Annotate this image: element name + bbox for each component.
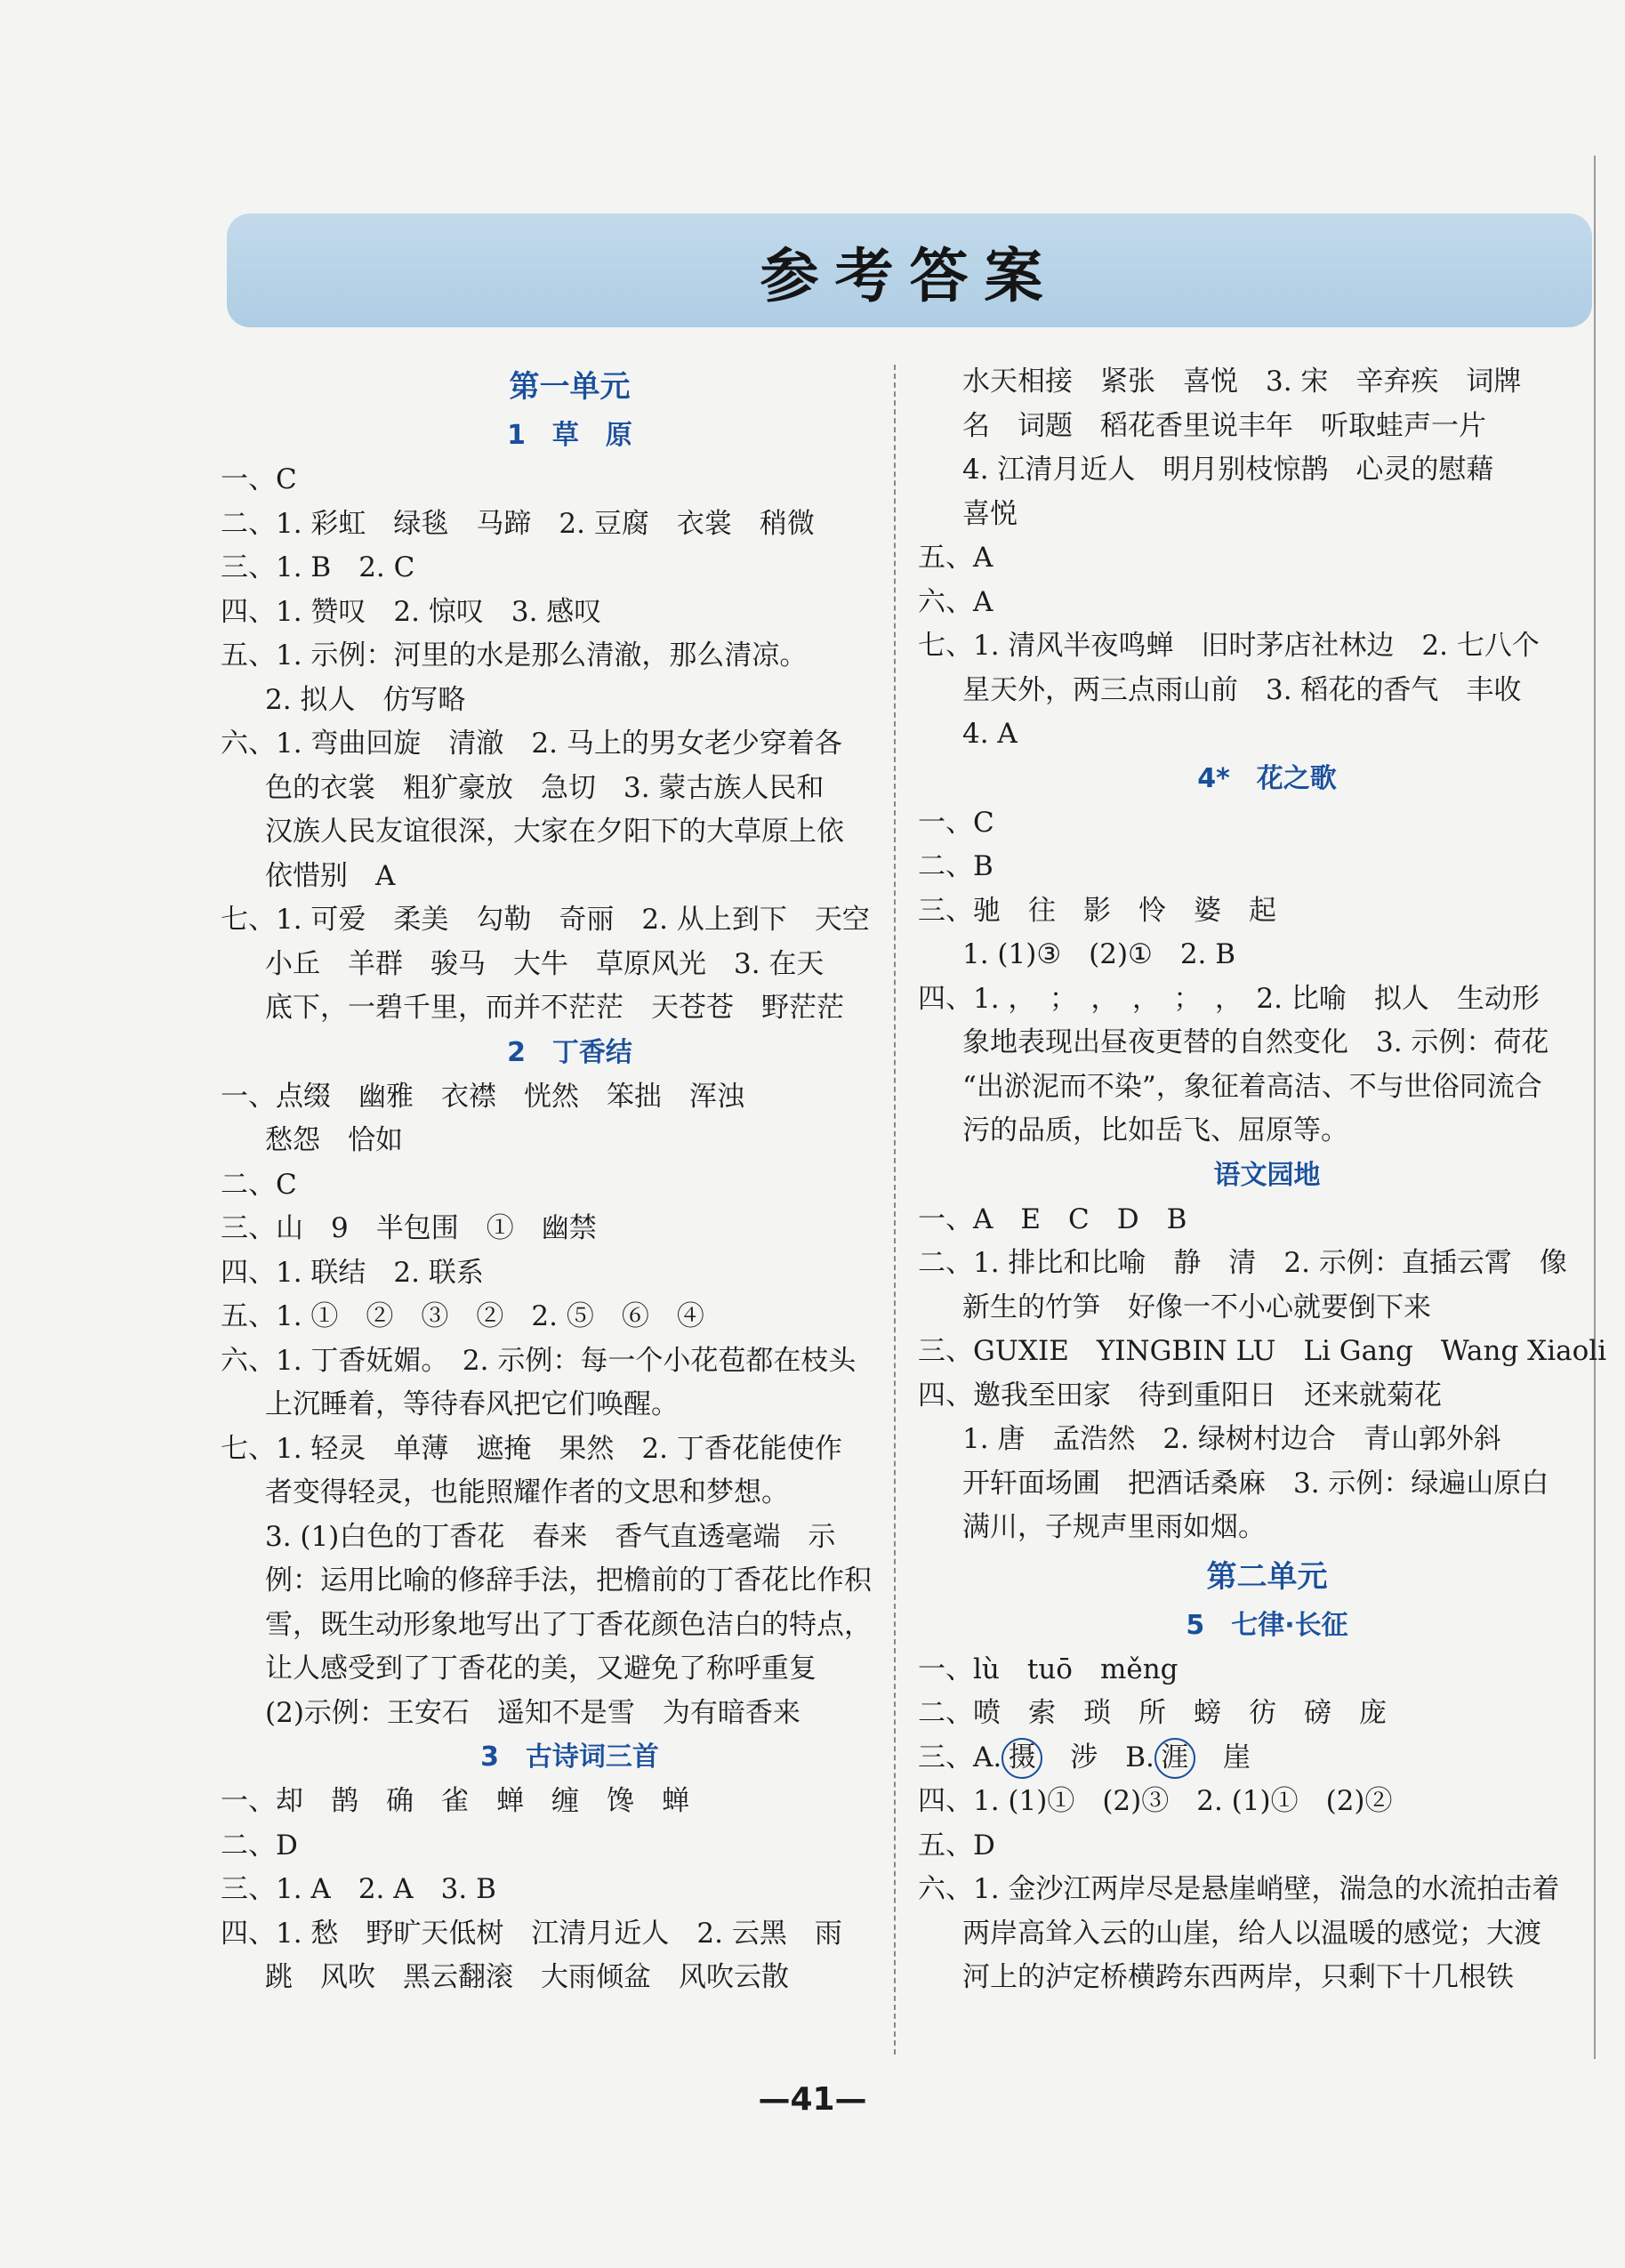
answer-line: 例：运用比喻的修辞手法，把檐前的丁香花比作积: [265, 1564, 872, 1596]
answer-line: 一、却 鹊 确 雀 蝉 缠 馋 蝉: [221, 1785, 689, 1817]
answer-line: 开轩面场圃 把酒话桑麻 3. 示例：绿遍山原白: [962, 1467, 1549, 1500]
unit-heading-2: 第二单元: [1206, 1558, 1328, 1595]
answer-line: 两岸高耸入云的山崖，给人以温暖的感觉；大渡: [962, 1917, 1541, 1950]
answer-line: 三、驰 往 影 怜 婆 起: [918, 894, 1276, 927]
lesson-heading-4: 4* 花之歌: [1197, 762, 1337, 794]
answer-line: 上沉睡着，等待春风把它们唤醒。: [265, 1388, 679, 1420]
answer-line: 二、1. 排比和比喻 静 清 2. 示例：直插云霄 像: [918, 1247, 1567, 1279]
page-number: —41—: [758, 2081, 867, 2118]
answer-line: 七、1. 清风半夜鸣蝉 旧时茅店社林边 2. 七八个: [918, 630, 1540, 662]
unit-heading-1: 第一单元: [509, 369, 631, 405]
answer-line: 二、B: [918, 850, 994, 882]
answer-line: 者变得轻灵，也能照耀作者的文思和梦想。: [265, 1476, 789, 1508]
answer-line: 四、邀我至田家 待到重阳日 还来就菊花: [918, 1379, 1442, 1411]
answer-line: 六、1. 弯曲回旋 清澈 2. 马上的男女老少穿着各: [221, 728, 842, 760]
answer-line: 象地表现出昼夜更替的自然变化 3. 示例：荷花: [962, 1026, 1549, 1058]
answer-line: 依惜别 A: [265, 859, 396, 892]
answer-line: 新生的竹笋 好像一不小心就要倒下来: [962, 1291, 1431, 1323]
answer-line: “出淤泥而不染”，象征着高洁、不与世俗同流合: [962, 1070, 1542, 1103]
answer-line: 三、山 9 半包围 ① 幽禁: [221, 1212, 597, 1244]
answer-line: 六、1. 金沙江两岸尽是悬崖峭壁，湍急的水流拍击着: [918, 1873, 1560, 1905]
answer-line: 4. A: [962, 718, 1018, 750]
answer-line: 六、1. 丁香妩媚。 2. 示例：每一个小花苞都在枝头: [221, 1344, 857, 1377]
answer-line: 4. 江清月近人 明月别枝惊鹊 心灵的慰藉: [962, 454, 1494, 486]
answer-line: 星天外，两三点雨山前 3. 稻花的香气 丰收: [962, 673, 1522, 706]
answer-text: 三、A.: [918, 1741, 1002, 1773]
answer-line: 小丘 羊群 骏马 大牛 草原风光 3. 在天: [265, 947, 825, 980]
left-column: [221, 360, 919, 2000]
answer-line: 一、lù tuō měng: [918, 1653, 1179, 1685]
answer-line: 七、1. 可爱 柔美 勾勒 奇丽 2. 从上到下 天空: [221, 904, 870, 936]
answer-line: 色的衣裳 粗犷豪放 急切 3. 蒙古族人民和: [265, 771, 825, 804]
answer-line: 四、1. (1)① (2)③ 2. (1)① (2)②: [918, 1785, 1393, 1817]
answer-line: 一、点缀 幽雅 衣襟 恍然 笨拙 浑浊: [221, 1080, 744, 1113]
answer-line: 污的品质，比如岳飞、屈原等。: [962, 1114, 1348, 1146]
answer-line: 六、A: [918, 585, 994, 618]
lesson-heading-2: 2 丁香结: [507, 1036, 632, 1068]
answer-line: 1. 唐 孟浩然 2. 绿树村边合 青山郭外斜: [962, 1423, 1501, 1455]
answer-line: 跳 风吹 黑云翻滚 大雨倾盆 风吹云散: [265, 1961, 789, 1993]
answer-line: 三、1. A 2. A 3. B: [221, 1873, 496, 1905]
circled-character: 摄: [1002, 1738, 1042, 1779]
lesson-heading-5: 5 七律·长征: [1186, 1609, 1348, 1641]
answer-line: 3. (1)白色的丁香花 春来 香气直透毫端 示: [265, 1520, 836, 1553]
answer-line: 愁怨 恰如: [265, 1124, 403, 1156]
answer-line: 四、1. 愁 野旷天低树 江清月近人 2. 云黑 雨: [221, 1917, 842, 1950]
answer-line: (2)示例：王安石 遥知不是雪 为有暗香来: [265, 1696, 800, 1729]
circled-character: 涯: [1154, 1738, 1195, 1779]
answer-line: 让人感受到了丁香花的美，又避免了称呼重复: [265, 1653, 817, 1685]
answer-line: 五、1. ① ② ③ ② 2. ⑤ ⑥ ④: [221, 1300, 704, 1332]
answer-line: 喜悦: [962, 497, 1018, 530]
answer-text: 崖: [1222, 1741, 1251, 1773]
answer-line: 河上的泸定桥横跨东西两岸，只剩下十几根铁: [962, 1961, 1514, 1993]
answer-line: 五、1. 示例：河里的水是那么清澈，那么清凉。: [221, 639, 808, 672]
answer-line: 1. (1)③ (2)① 2. B: [962, 938, 1236, 970]
answer-line: 水天相接 紧张 喜悦 3. 宋 辛弃疾 词牌: [962, 366, 1522, 398]
answer-line: 五、D: [918, 1829, 995, 1862]
answer-line-circled: [918, 1736, 1616, 1781]
right-column: [918, 360, 1616, 2000]
answer-line: 二、1. 彩虹 绿毯 马蹄 2. 豆腐 衣裳 稍微: [221, 507, 815, 540]
answer-line: 二、喷 索 琐 所 螃 彷 磅 庞: [918, 1697, 1387, 1729]
answer-line: 二、C: [221, 1168, 297, 1201]
answer-line: 一、C: [221, 463, 297, 495]
title-banner: [227, 213, 1592, 327]
answer-line: 二、D: [221, 1829, 298, 1862]
answer-line: 汉族人民友谊很深，大家在夕阳下的大草原上依: [265, 816, 844, 848]
answer-line: 四、1. 联结 2. 联系: [221, 1256, 484, 1289]
answer-text: 涉 B.: [1070, 1741, 1154, 1773]
answer-line: 名 词题 稻花香里说丰年 听取蛙声一片: [962, 409, 1486, 442]
answer-line: 满川，子规声里雨如烟。: [962, 1511, 1266, 1543]
answer-line: 三、GUXIE YINGBIN LU Li Gang Wang Xiaoli: [918, 1335, 1607, 1367]
answer-line: 底下，一碧千里，而并不茫茫 天苍苍 野茫茫: [265, 992, 844, 1024]
page-title: 参考答案: [760, 241, 1059, 310]
lesson-heading-3: 3 古诗词三首: [480, 1741, 659, 1773]
answer-line: 四、1. 赞叹 2. 惊叹 3. 感叹: [221, 595, 602, 628]
answer-line: 七、1. 轻灵 单薄 遮掩 果然 2. 丁香花能使作: [221, 1432, 842, 1465]
answer-line: 雪，既生动形象地写出了丁香花颜色洁白的特点，: [265, 1608, 872, 1641]
answer-line: 五、A: [918, 542, 994, 574]
lesson-heading-1: 1 草 原: [507, 420, 632, 451]
answer-line: 一、C: [918, 806, 994, 839]
answer-line: 一、A E C D B: [918, 1202, 1187, 1235]
answer-line: 2. 拟人 仿写略: [265, 683, 466, 716]
answer-line: 四、1. ， ； ， ， ； ， 2. 比喻 拟人 生动形: [918, 982, 1540, 1015]
answer-line: 三、1. B 2. C: [221, 551, 415, 583]
section-heading-yuwen-yuandi: 语文园地: [1213, 1159, 1321, 1191]
